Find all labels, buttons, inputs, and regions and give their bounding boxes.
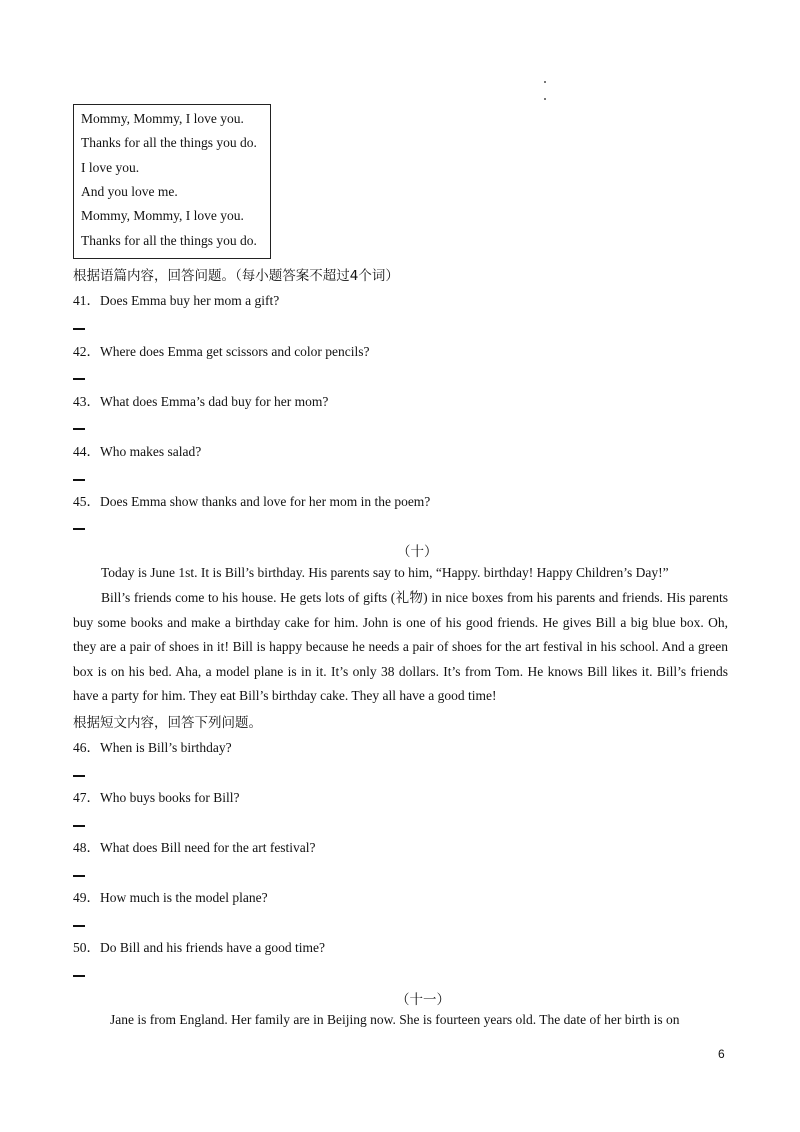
question: 42．Where does Emma get scissors and color pencils?: [73, 344, 370, 359]
paragraph: Bill’s friends come to his house. He gets lots of gifts (礼物) in nice boxes from his parents and friends. His parents buy some books and make a birthday cake for him. John is one of his good friends. He gives Bill a big blue box. Oh, they are a pair of shoes in it! Bill is happy because he needs a pair of shoes for the art festival in his school. And a green box is on his bed. Aha, a model plane is in it. It’s only 38 dollars. It’s from Tom. He knows Bill likes it. Bill’s friends have a party for him. They eat Bill’s birthday cake. They all have a good time!: [73, 590, 728, 704]
scan-mark: [544, 81, 546, 83]
section-title: （十）: [397, 544, 438, 560]
question: 44．Who makes salad?: [73, 444, 202, 459]
poem-line: Thanks for all the things you do.: [81, 233, 257, 248]
answer-blank[interactable]: [73, 975, 85, 977]
answer-blank[interactable]: [73, 775, 85, 777]
question: 47．Who buys books for Bill?: [73, 790, 240, 805]
poem-line: Mommy, Mommy, I love you.: [81, 111, 244, 126]
answer-blank[interactable]: [73, 378, 85, 380]
answer-blank[interactable]: [73, 428, 85, 430]
poem-line: Thanks for all the things you do.: [81, 135, 257, 150]
answer-blank[interactable]: [73, 328, 85, 330]
poem-line: I love you.: [81, 160, 140, 175]
question: 45．Does Emma show thanks and love for her mom in the poem?: [73, 494, 431, 509]
question: 50．Do Bill and his friends have a good time?: [73, 940, 325, 955]
answer-blank[interactable]: [73, 528, 85, 530]
question: 46．When is Bill’s birthday?: [73, 740, 232, 755]
section-title: （十一）: [396, 992, 450, 1008]
answer-blank[interactable]: [73, 825, 85, 827]
instruction: 根据短文内容，回答下列问题。: [73, 715, 262, 731]
question: 41．Does Emma buy her mom a gift?: [73, 293, 280, 308]
question: 49．How much is the model plane?: [73, 890, 268, 905]
answer-blank[interactable]: [73, 925, 85, 927]
instruction: 根据语篇内容，回答问题。（每小题答案不超过4个词）: [73, 268, 399, 284]
scan-mark: [544, 98, 546, 100]
page-number: 6: [718, 1047, 725, 1061]
answer-blank[interactable]: [73, 875, 85, 877]
poem-line: Mommy, Mommy, I love you.: [81, 208, 244, 223]
answer-blank[interactable]: [73, 479, 85, 481]
paragraph: Jane is from England. Her family are in Beijing now. She is fourteen years old. The date of her birth is on: [110, 1012, 680, 1027]
question: 43．What does Emma’s dad buy for her mom?: [73, 394, 329, 409]
poem-line: And you love me.: [81, 184, 178, 199]
paragraph: Today is June 1st. It is Bill’s birthday. His parents say to him, “Happy. birthday! Happy Children’s Day!”: [101, 565, 669, 580]
question: 48．What does Bill need for the art festival?: [73, 840, 316, 855]
